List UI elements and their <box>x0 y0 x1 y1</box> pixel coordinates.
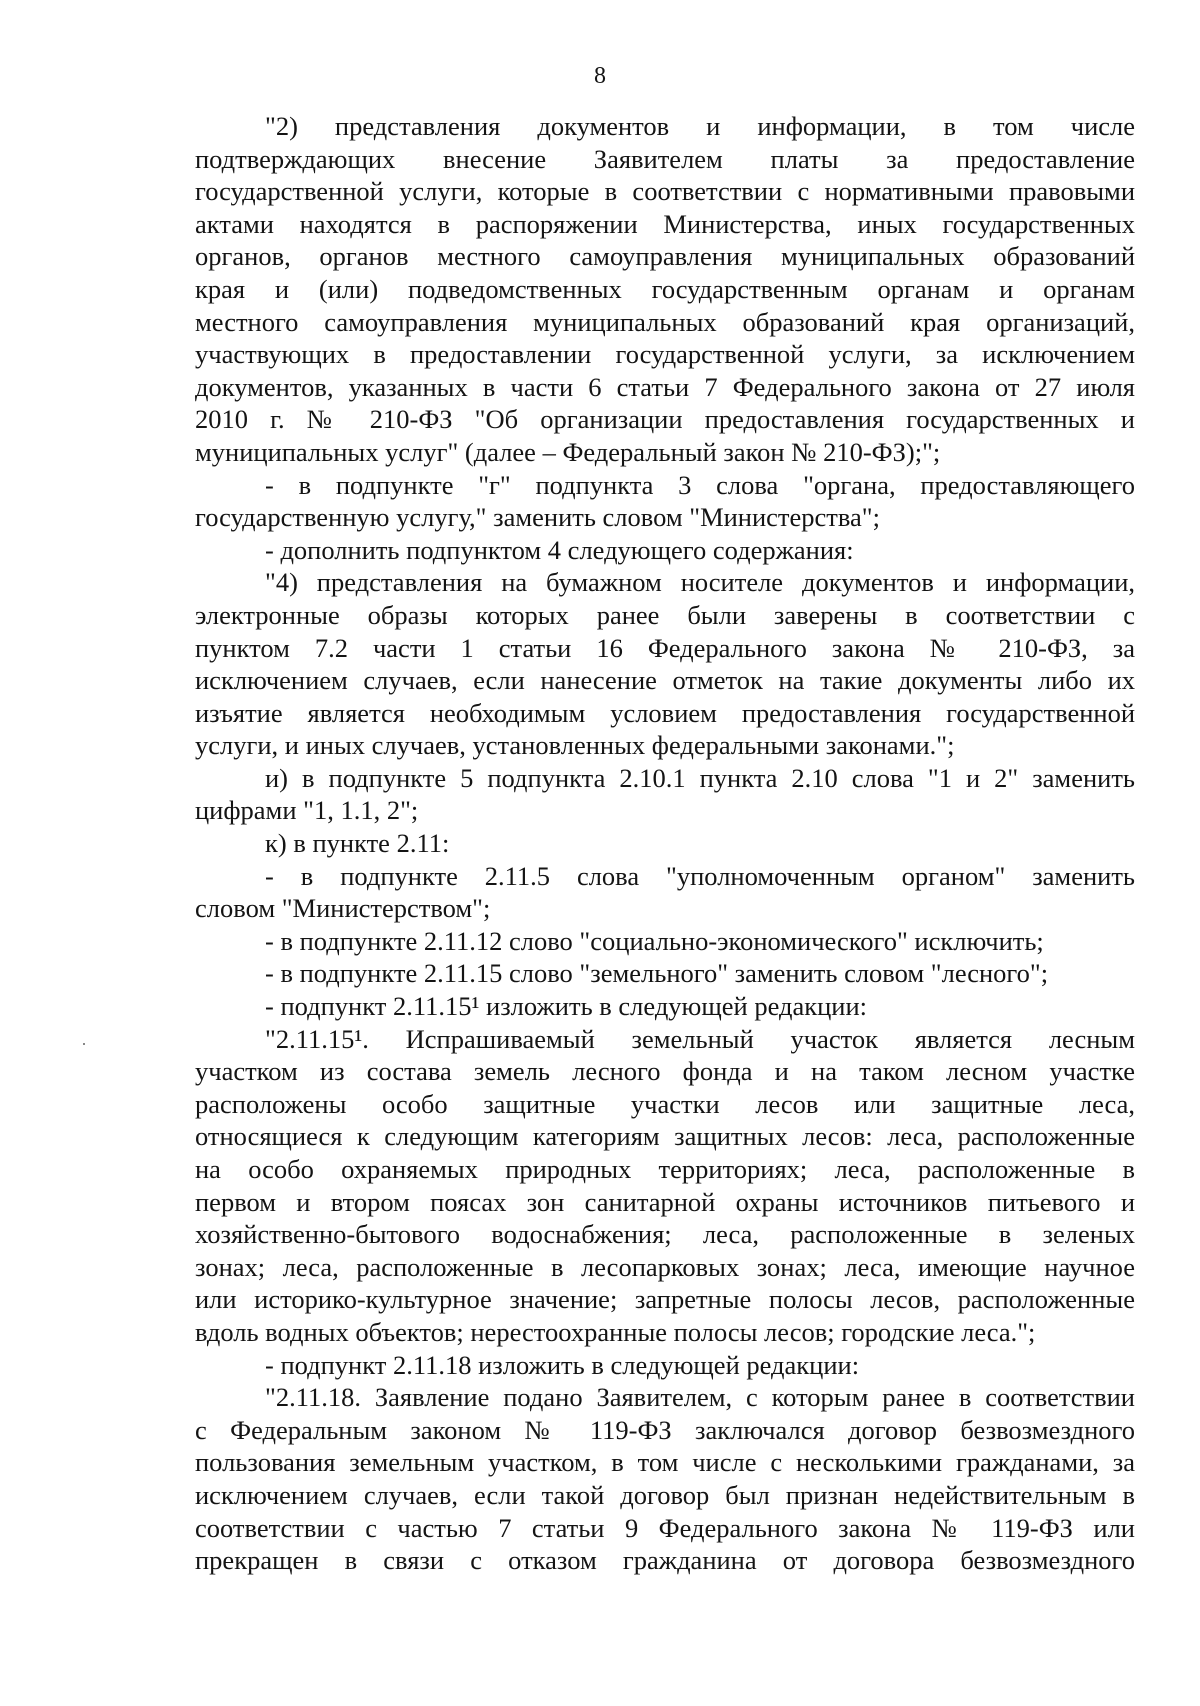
text-line: подтверждающих внесение Заявителем платы за предоставление <box>195 143 1135 174</box>
page-number: 8 <box>594 63 606 89</box>
scan-speck <box>83 1043 85 1045</box>
text-line: - дополнить подпунктом 4 следующего содержания: <box>265 534 854 565</box>
text-line: услуги, и иных случаев, установленных федеральными законами."; <box>195 730 955 761</box>
text-line: государственную услугу," заменить словом "Министерства"; <box>195 502 880 533</box>
text-line: местного самоуправления муниципальных образований края организаций, <box>195 306 1135 337</box>
text-line: участвующих в предоставлении государственной услуги, за исключением <box>195 339 1135 370</box>
text-line: документов, указанных в части 6 статьи 7 Федерального закона от 27 июля <box>195 371 1135 402</box>
text-line: словом "Министерством"; <box>195 893 491 924</box>
text-line: электронные образы которых ранее были заверены в соответствии с <box>195 599 1135 630</box>
text-line: 2010 г. № 210-ФЗ "Об организации предоставления государственных и <box>195 404 1135 435</box>
document-body <box>195 110 1135 1577</box>
text-line: - в подпункте 2.11.5 слова "уполномоченным органом" заменить <box>265 860 1135 891</box>
text-line: первом и втором поясах зон санитарной охраны источников питьевого и <box>195 1186 1135 1217</box>
text-line: участком из состава земель лесного фонда и на таком лесном участке <box>195 1056 1135 1087</box>
text-line: - в подпункте 2.11.12 слово "социально-экономического" исключить; <box>265 925 1044 956</box>
text-line: "2.11.15¹. Испрашиваемый земельный участок является лесным <box>265 1023 1135 1054</box>
text-line: "2) представления документов и информации, в том числе <box>265 111 1135 141</box>
text-line: цифрами "1, 1.1, 2"; <box>195 795 419 826</box>
text-line: "4) представления на бумажном носителе документов и информации, <box>265 567 1135 598</box>
text-line: исключением случаев, если такой договор был признан недействительным в <box>195 1479 1135 1510</box>
text-line: "2.11.18. Заявление подано Заявителем, с которым ранее в соответствии <box>265 1382 1135 1413</box>
text-line: и) в подпункте 5 подпункта 2.10.1 пункта 2.10 слова "1 и 2" заменить <box>265 762 1135 793</box>
text-line: к) в пункте 2.11: <box>265 828 450 859</box>
text-line: с Федеральным законом № 119-ФЗ заключался договор безвозмездного <box>195 1414 1135 1445</box>
text-line: - подпункт 2.11.15¹ изложить в следующей редакции: <box>265 991 868 1022</box>
text-line: хозяйственно-бытового водоснабжения; леса, расположенные в зеленых <box>195 1219 1135 1250</box>
text-line: актами находятся в распоряжении Министерства, иных государственных <box>195 208 1135 239</box>
text-line: на особо охраняемых природных территориях; леса, расположенные в <box>195 1154 1135 1184</box>
text-line: - подпункт 2.11.18 изложить в следующей редакции: <box>265 1349 860 1380</box>
text-line: края и (или) подведомственных государственным органам и органам <box>195 273 1135 304</box>
text-line: исключением случаев, если нанесение отметок на такие документы либо их <box>195 665 1135 696</box>
text-line: пунктом 7.2 части 1 статьи 16 Федерального закона № 210-ФЗ, за <box>195 632 1135 663</box>
text-line: - в подпункте 2.11.15 слово "земельного" заменить словом "лесного"; <box>265 958 1049 989</box>
text-line: органов, органов местного самоуправления муниципальных образований <box>195 241 1135 272</box>
text-line: расположены особо защитные участки лесов или защитные леса, <box>195 1088 1135 1119</box>
text-line: зонах; леса, расположенные в лесопарковых зонах; леса, имеющие научное <box>195 1251 1135 1282</box>
text-line: или историко-культурное значение; запретные полосы лесов, расположенные <box>195 1284 1135 1315</box>
text-line: соответствии с частью 7 статьи 9 Федерального закона № 119-ФЗ или <box>195 1512 1135 1543</box>
text-line: вдоль водных объектов; нерестоохранные полосы лесов; городские леса."; <box>195 1316 1036 1347</box>
text-line: изъятие является необходимым условием предоставления государственной <box>195 697 1135 728</box>
text-line: - в подпункте "г" подпункта 3 слова "органа, предоставляющего <box>265 469 1135 500</box>
text-line: прекращен в связи с отказом гражданина от договора безвозмездного <box>195 1545 1135 1576</box>
text-line: относящиеся к следующим категориям защитных лесов: леса, расположенные <box>195 1121 1135 1152</box>
text-line: муниципальных услуг" (далее – Федеральный закон № 210-ФЗ);"; <box>195 436 941 467</box>
text-line: пользования земельным участком, в том числе с несколькими гражданами, за <box>195 1447 1135 1478</box>
text-line: государственной услуги, которые в соответствии с нормативными правовыми <box>195 176 1135 207</box>
